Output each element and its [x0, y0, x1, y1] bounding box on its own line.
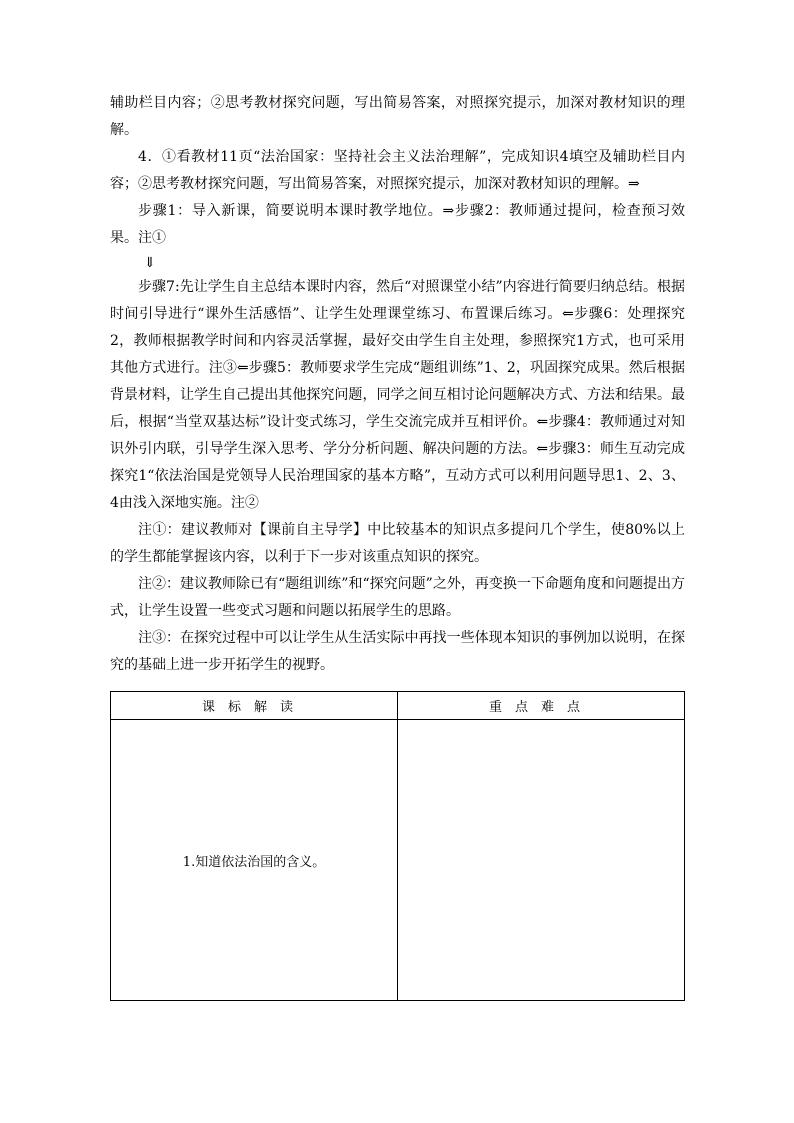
note-1: 注①：建议教师对【课前自主导学】中比较基本的知识点多提问几个学生，使80%以上的学生都能掌握该内容，以利于下一步对该重点知识的探究。 — [110, 522, 685, 565]
table-header-curriculum: 课标解读 — [111, 692, 398, 720]
curriculum-table — [110, 691, 685, 1001]
table-row — [111, 720, 685, 1001]
table-cell-key-points — [398, 720, 685, 1001]
down-arrow-icon: ⇓ — [144, 255, 156, 271]
note-2: 注②：建议教师除已有“题组训练”和“探究问题”之外，再变换一下命题角度和问题提出方式，让学生设置一些变式习题和问题以拓展学生的思路。 — [110, 576, 685, 619]
paragraph-item-4: 4．①看教材11页“法治国家：坚持社会主义法治理解”，完成知识4填空及辅助栏目内容；②思考教材探究问题，写出简易答案，对照探究提示，加深对教材知识的理解。⇒ — [110, 149, 685, 192]
table-header-row — [111, 692, 685, 720]
table-cell-curriculum: 1.知道依法治国的含义。 — [111, 720, 398, 1001]
table-header-key-points: 重点难点 — [398, 692, 685, 720]
paragraph-steps-3-7: 步骤7:先让学生自主总结本课时内容，然后“对照课堂小结”内容进行简要归纳总结。根据时间引导进行“课外生活感悟”、让学生处理课堂练习、布置课后练习。⇐步骤6：处理探究2，教师根据教学时间和内容灵活掌握，最好交由学生自主处理，参照探究1方式，也可采用其他方式进行。注③⇐步骤5：教师要求学生完成“题组训练”1、2，巩固探究成果。然后根据背景材料，让学生自己提出其他探究问题，同学之间互相讨论问题解决方式、方法和结果。最后，根据“当堂双基达标”设计变式练习，学生交流完成并互相评价。⇐步骤4：教师通过对知识外引内联，引导学生深入思考、学分分析问题、解决问题的方法。⇐步骤3：师生互动完成探究1“依法治国是党领导人民治理国家的基本方略”，互动方式可以利用问题导思1、2、3、4由浅入深地实施。注② — [110, 279, 685, 511]
note-3: 注③：在探究过程中可以让学生从生活实际中再找一些体现本知识的事例加以说明，在探究的基础上进一步开拓学生的视野。 — [110, 630, 685, 673]
paragraph-steps-1-2: 步骤1：导入新课，简要说明本课时教学地位。⇒步骤2：教师通过提问，检查预习效果。注① — [110, 203, 685, 246]
document-body — [110, 90, 685, 679]
paragraph-continuation: 辅助栏目内容；②思考教材探究问题，写出简易答案，对照探究提示，加深对教材知识的理解。 — [110, 95, 685, 138]
